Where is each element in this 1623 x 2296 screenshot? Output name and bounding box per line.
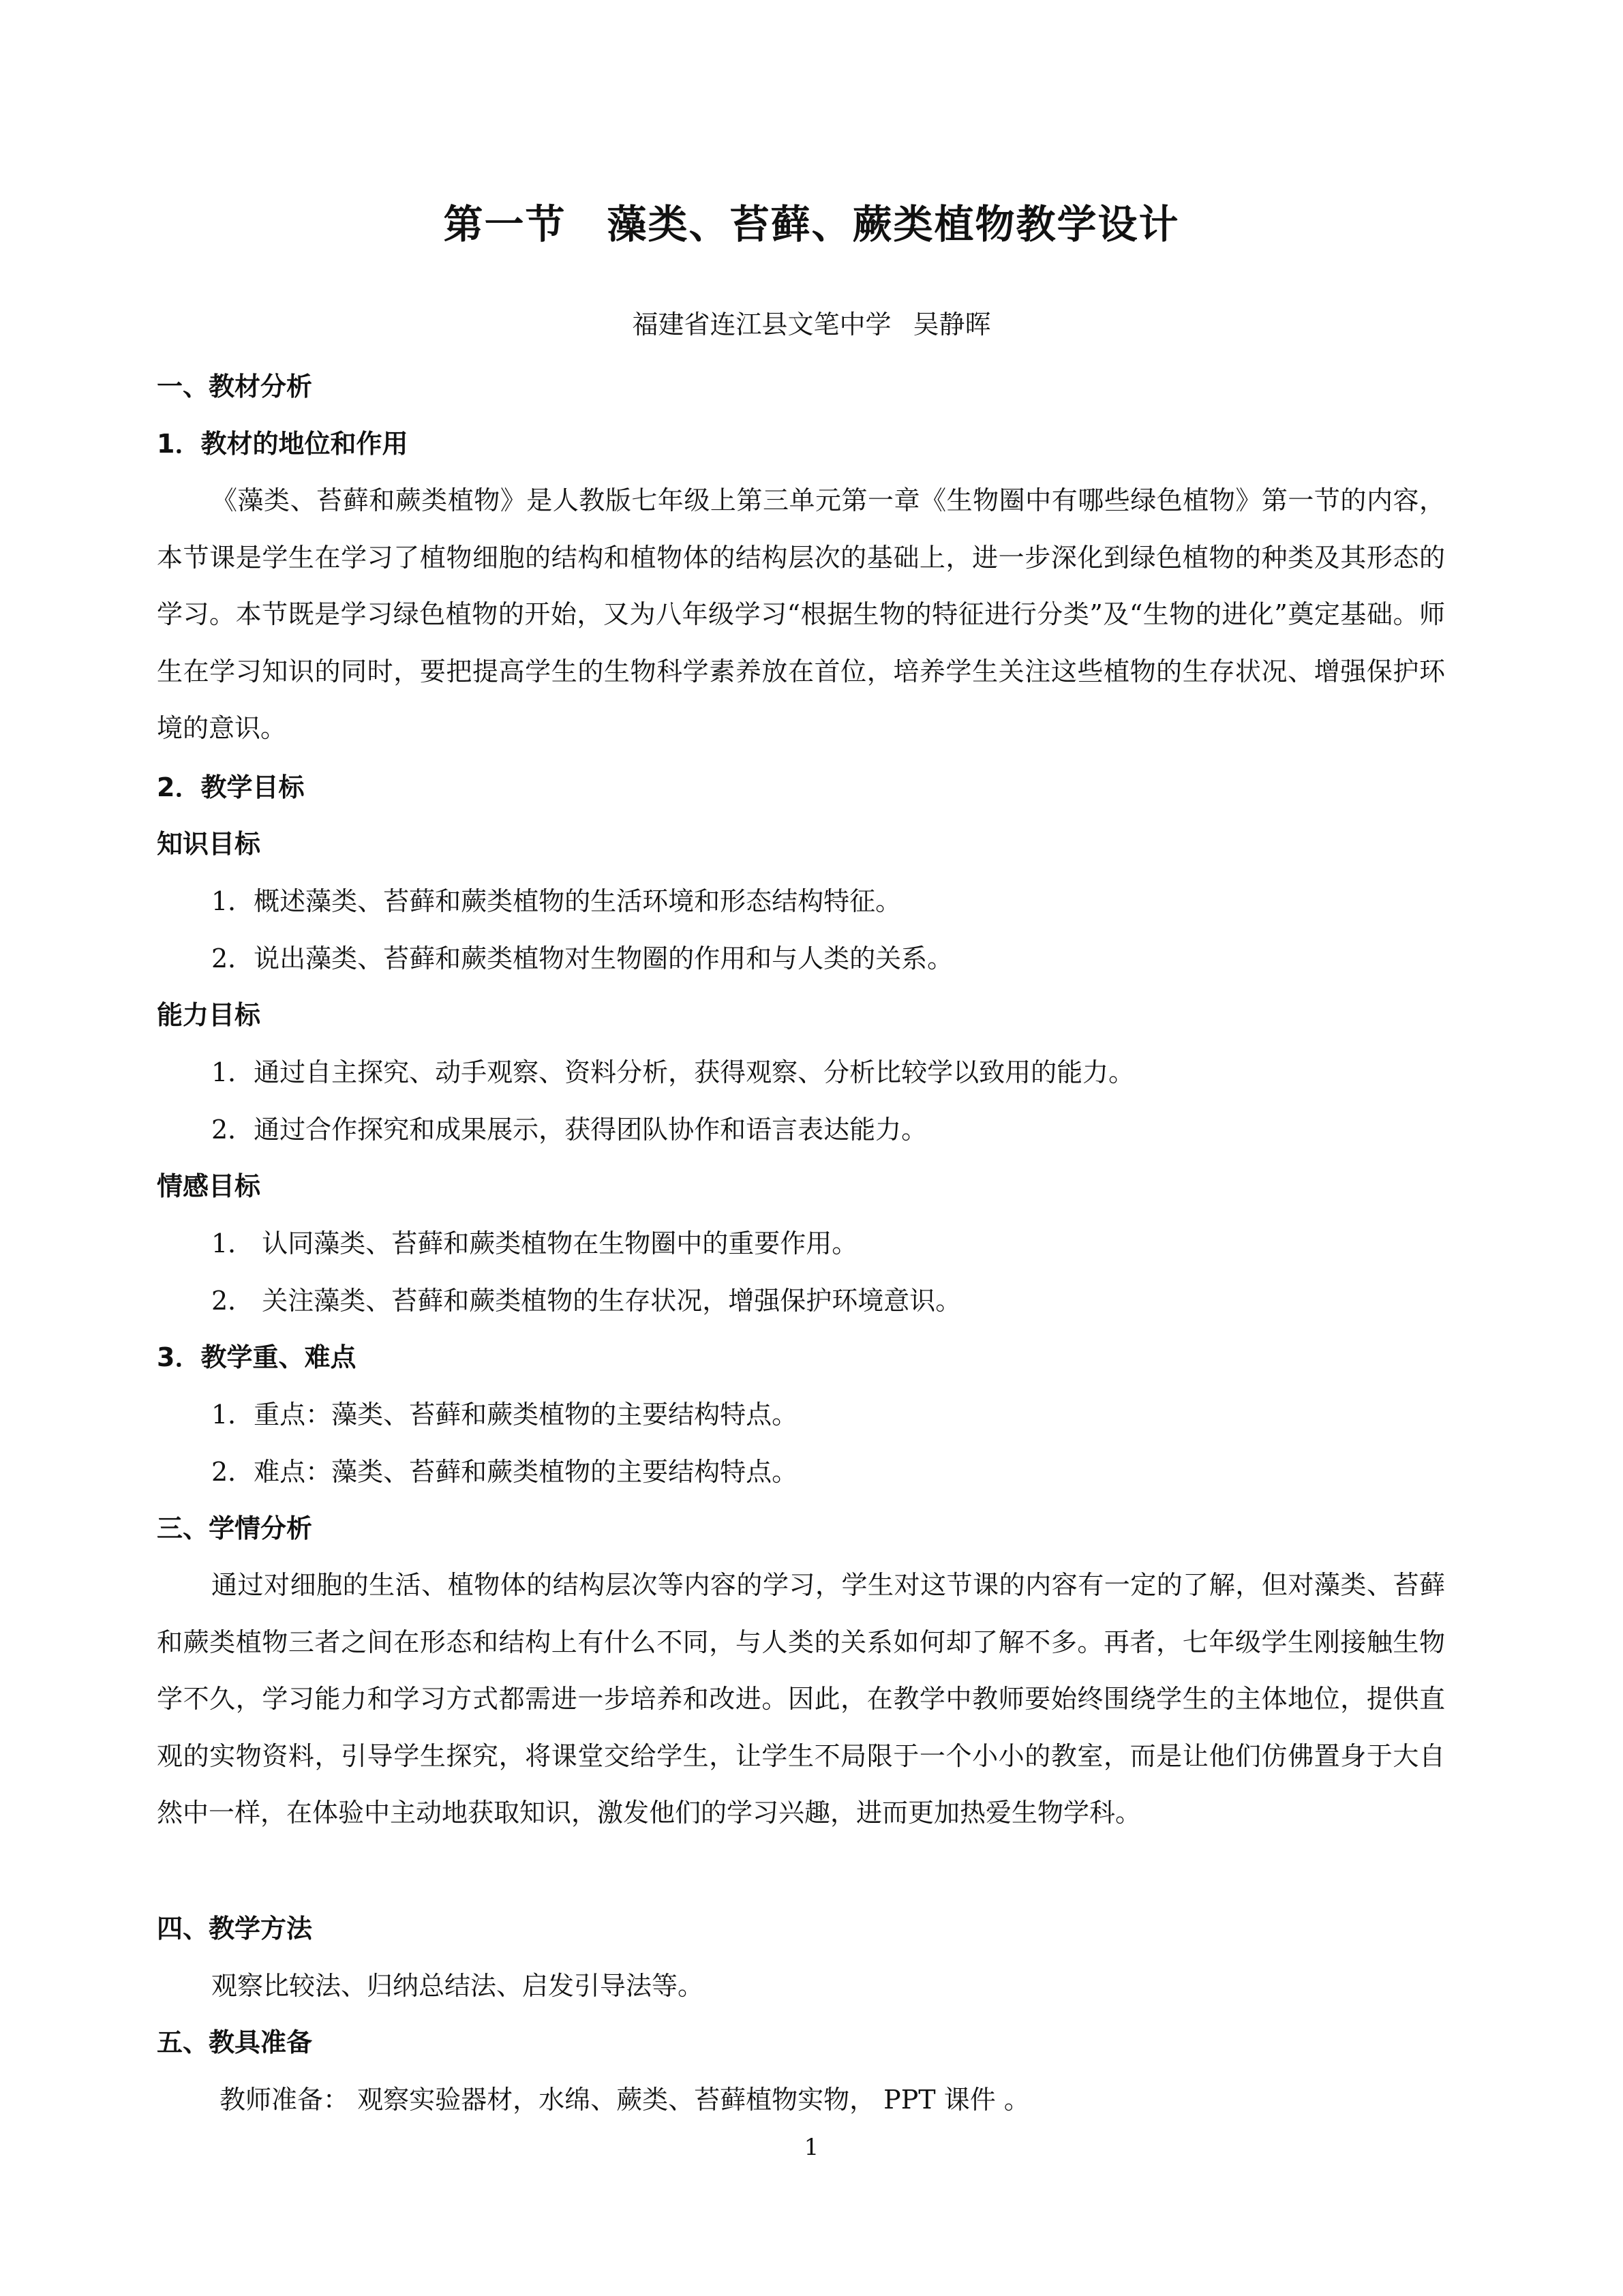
author-line bbox=[0, 303, 1623, 341]
ability-goals-heading: 能力目标 bbox=[157, 1000, 261, 1030]
ability-goal-item: 1．通过自主探究、动手观察、资料分析，获得观察、分析比较学以致用的能力。 bbox=[211, 1057, 1135, 1087]
paragraph-role: 《藻类、苔藓和蕨类植物》是人教版七年级上第三单元第一章《生物圈中有哪些绿色植物》第一节的内容，本节课是学生在学习了植物细胞的结构和植物体的结构层次的基础上，进一步深化到绿色植物的种类及其形态的学习。本节既是学习绿色植物的开始，又为八年级学习“根据生物的特征进行分类”及“生物的进化”奠定基础。师生在学习知识的同时，要把提高学生的生物科学素养放在首位，培养学生关注这些植物的生存状况、增强保护环境的意识。 bbox=[157, 485, 1445, 743]
section-heading-teaching-aids: 五、教具准备 bbox=[157, 2027, 313, 2057]
section-heading-analysis: 一、教材分析 bbox=[157, 372, 313, 402]
knowledge-goals-heading: 知识目标 bbox=[157, 829, 261, 859]
section-heading-learner-analysis: 三、学情分析 bbox=[157, 1513, 313, 1543]
ability-goal-item: 2．通过合作探究和成果展示，获得团队协作和语言表达能力。 bbox=[211, 1115, 928, 1145]
author-school: 福建省连江县文笔中学 bbox=[632, 309, 892, 339]
emotion-goals-heading: 情感目标 bbox=[157, 1171, 261, 1201]
subsection-heading-key-points: 3．教学重、难点 bbox=[157, 1342, 357, 1372]
emotion-goal-item: 1． 认同藻类、苔藓和蕨类植物在生物圈中的重要作用。 bbox=[211, 1228, 858, 1258]
page-number: 1 bbox=[804, 2134, 819, 2161]
methods-text: 观察比较法、归纳总结法、启发引导法等。 bbox=[211, 1971, 704, 2001]
section-heading-methods: 四、教学方法 bbox=[157, 1914, 313, 1944]
subsection-heading-role: 1．教材的地位和作用 bbox=[157, 429, 408, 459]
knowledge-goal-item: 1．概述藻类、苔藓和蕨类植物的生活环境和形态结构特征。 bbox=[211, 886, 902, 916]
document-title: 第一节 藻类、苔藓、蕨类植物教学设计 bbox=[443, 201, 1180, 247]
key-point-item: 1．重点：藻类、苔藓和蕨类植物的主要结构特点。 bbox=[211, 1400, 798, 1430]
subsection-heading-goals: 2．教学目标 bbox=[157, 772, 305, 802]
key-point-item: 2．难点：藻类、苔藓和蕨类植物的主要结构特点。 bbox=[211, 1457, 798, 1487]
paragraph-learner-analysis: 通过对细胞的生活、植物体的结构层次等内容的学习，学生对这节课的内容有一定的了解，但对藻类、苔藓和蕨类植物三者之间在形态和结构上有什么不同，与人类的关系如何却了解不多。再者，七年级学生刚接触生物学不久，学习能力和学习方式都需进一步培养和改进。因此，在教学中教师要始终围绕学生的主体地位，提供直观的实物资料，引导学生探究，将课堂交给学生，让学生不局限于一个小小的教室，而是让他们仿佛置身于大自然中一样，在体验中主动地获取知识，激发他们的学习兴趣，进而更加热爱生物学科。 bbox=[157, 1570, 1445, 1828]
author-name: 吴静晖 bbox=[913, 309, 991, 339]
teaching-aids-text: 教师准备： 观察实验器材，水绵、蕨类、苔藓植物实物， PPT 课件 。 bbox=[219, 2085, 1030, 2115]
emotion-goal-item: 2． 关注藻类、苔藓和蕨类植物的生存状况，增强保护环境意识。 bbox=[211, 1286, 962, 1316]
knowledge-goal-item: 2．说出藻类、苔藓和蕨类植物对生物圈的作用和与人类的关系。 bbox=[211, 943, 954, 973]
